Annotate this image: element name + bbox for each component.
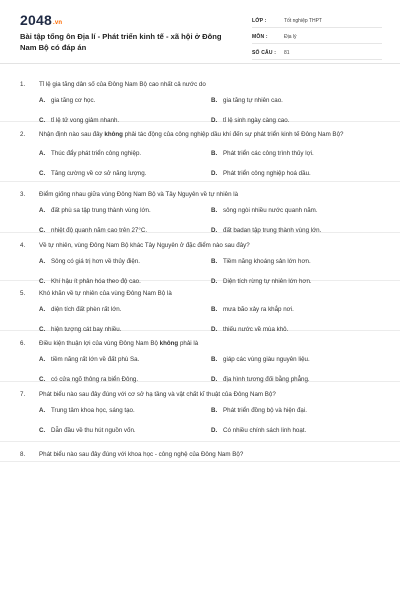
option-text: Diện tích rừng tự nhiên lớn hơn. [223,278,312,285]
option-letter: B. [211,97,218,104]
question-text-pre: Điểm giống nhau giữa vùng Đông Nam Bộ và Tây Nguyên về tự nhiên là [39,191,239,198]
option-text: đất badan tập trung thành vùng lớn. [223,227,322,234]
option-letter: D. [211,376,218,383]
answer-option-a[interactable] [39,97,95,104]
question-text-post: phải là [178,340,199,347]
question-2 [0,122,400,182]
option-text: tiềm năng rất lớn về đất phù Sa. [51,356,140,363]
question-text-pre: Tỉ lệ gia tăng dân số của Đông Nam Bộ cao nhất cả nước do [39,81,206,88]
meta-row-subject [252,30,382,44]
answer-option-b[interactable] [211,407,307,414]
answer-option-a[interactable] [39,356,139,363]
answer-option-a[interactable] [39,407,135,414]
question-text [39,80,364,90]
option-text: sông ngòi nhiều nước quanh năm. [223,207,318,214]
question-text-emphasis: không [159,340,179,347]
option-letter: A. [39,306,46,313]
answer-option-c[interactable] [39,427,136,434]
option-text: Sông có giá trị hơn về thủy điện. [51,258,141,265]
question-text-pre: Điều kiện thuận lợi của vùng Đông Nam Bộ [39,340,160,347]
answer-option-b[interactable] [211,306,294,313]
question-number: 6. [20,340,26,347]
option-letter: C. [39,227,46,234]
answer-option-d[interactable] [211,170,311,177]
answer-option-a[interactable] [39,258,140,265]
option-letter: C. [39,376,46,383]
option-text: mưa bão xảy ra khắp nơi. [223,306,294,313]
answer-option-b[interactable] [211,258,311,265]
option-letter: B. [211,258,218,265]
option-letter: D. [211,117,218,124]
option-letter: D. [211,278,218,285]
question-text-pre: Nhận định nào sau đây [39,131,105,138]
question-6 [0,331,400,382]
meta-row-count [252,46,382,60]
meta-label: MÔN : [252,33,268,40]
question-4 [0,233,400,285]
answer-option-a[interactable] [39,150,141,157]
answer-option-a[interactable] [39,306,121,313]
question-7 [0,382,400,442]
meta-label: SỐ CÂU : [252,49,277,56]
option-letter: C. [39,278,46,285]
question-number: 1. [20,81,26,88]
option-text: hiện tượng cát bay nhiều. [51,326,122,333]
answer-option-c[interactable] [39,170,146,177]
answer-option-b[interactable] [211,356,310,363]
option-text: tỉ lệ sinh ngày càng cao. [223,117,290,124]
question-stem [20,130,380,140]
question-3 [0,182,400,233]
option-letter: A. [39,207,46,214]
question-8 [0,442,400,462]
meta-value: Địa lý [284,33,297,40]
meta-label: LỚP : [252,17,267,24]
question-number: 7. [20,391,26,398]
option-letter: C. [39,427,46,434]
question-text [39,190,364,200]
answer-option-b[interactable] [211,97,283,104]
option-text: giáp các vùng giàu nguyên liệu. [223,356,310,363]
logo-text: 2048 [20,12,52,28]
option-letter: C. [39,117,46,124]
question-5 [0,281,400,331]
question-number: 4. [20,242,26,249]
question-stem [20,190,380,200]
option-letter: C. [39,170,46,177]
document-meta [252,14,382,62]
answer-option-b[interactable] [211,150,314,157]
question-text [39,241,364,251]
option-letter: D. [211,427,218,434]
question-number: 5. [20,290,26,297]
question-list [0,72,400,462]
option-letter: B. [211,150,218,157]
option-text: Dẫn đầu về thu hút nguồn vốn. [51,427,136,434]
question-stem [20,241,380,251]
option-text: Phát triển các công trình thủy lợi. [223,150,314,157]
option-letter: A. [39,97,46,104]
question-text [39,130,364,140]
option-text: nhiệt độ quanh năm cao trên 27°C. [51,227,148,234]
answer-options [39,140,380,182]
option-letter: A. [39,356,46,363]
option-text: Có nhiều chính sách linh hoạt. [223,427,307,434]
option-letter: B. [211,407,218,414]
site-logo[interactable] [20,12,62,28]
option-text: diện tích đất phèn rất lớn. [51,306,122,313]
answer-option-b[interactable] [211,207,318,214]
option-letter: B. [211,356,218,363]
question-1 [0,72,400,122]
question-text-pre: Phát biểu nào sau đây đúng với khoa học - công nghệ của Đông Nam Bộ? [39,451,244,458]
option-text: có cửa ngõ thông ra biển Đông. [51,376,139,383]
question-number: 2. [20,131,26,138]
question-stem [20,339,380,349]
option-text: Tăng cường về cơ sở năng lượng. [51,170,147,177]
option-text: Tiềm năng khoáng sản lớn hơn. [223,258,311,265]
question-number: 3. [20,191,26,198]
option-letter: A. [39,258,46,265]
question-stem [20,80,380,90]
option-letter: A. [39,407,46,414]
option-letter: C. [39,326,46,333]
option-letter: D. [211,326,218,333]
option-text: Khí hậu ít phân hóa theo độ cao. [51,278,141,285]
answer-options [39,400,380,439]
option-letter: B. [211,306,218,313]
option-text: Phát triển đồng bộ và hiện đại. [223,407,307,414]
option-text: thiếu nước về mùa khô. [223,326,289,333]
meta-row-class [252,14,382,28]
answer-option-d[interactable] [211,427,306,434]
question-text-pre: Về tự nhiên, vùng Đông Nam Bộ khác Tây Nguyên ở đặc điểm nào sau đây? [39,242,250,249]
question-text [39,289,364,299]
page-header [0,0,400,64]
question-stem [20,390,380,400]
logo-suffix: .vn [52,20,63,26]
question-stem [20,289,380,299]
option-letter: B. [211,207,218,214]
answer-option-a[interactable] [39,207,151,214]
meta-value: 81 [284,49,290,56]
question-number: 8. [20,451,26,458]
option-letter: D. [211,170,218,177]
question-text [39,450,364,460]
option-text: Phát triển công nghiệp hoá dầu. [223,170,311,177]
option-text: địa hình tương đối bằng phẳng. [223,376,310,383]
question-text-pre: Khó khăn về tự nhiên của vùng Đông Nam Bộ là [39,290,172,297]
question-text-emphasis: không [104,131,123,138]
option-text: đất phù sa tập trung thành vùng lớn. [51,207,151,214]
meta-value: Tốt nghiệp THPT [284,17,322,24]
option-text: gia tăng cơ học. [51,97,96,104]
option-text: gia tăng tự nhiên cao. [223,97,283,104]
option-text: Trung tâm khoa học, sáng tạo. [51,407,135,414]
option-letter: A. [39,150,46,157]
question-text [39,390,364,400]
option-letter: D. [211,227,218,234]
option-text: tỉ lệ tử vong giảm nhanh. [51,117,120,124]
question-stem [20,450,380,460]
document-title: Bài tập tổng ôn Địa lí - Phát triển kinh tế - xã hội ở Đông Nam Bộ có đáp án [20,32,222,52]
question-text-pre: Phát biểu nào sau đây đúng với cơ sở hạ tầng và vật chất kĩ thuật của Đông Nam Bộ? [39,391,276,398]
question-text [39,339,364,349]
option-text: Thúc đẩy phát triển công nghiệp. [51,150,142,157]
question-text-post: phải tác động của công nghiệp dầu khí đến sự phát triển kinh tế Đông Nam Bộ? [122,131,344,138]
